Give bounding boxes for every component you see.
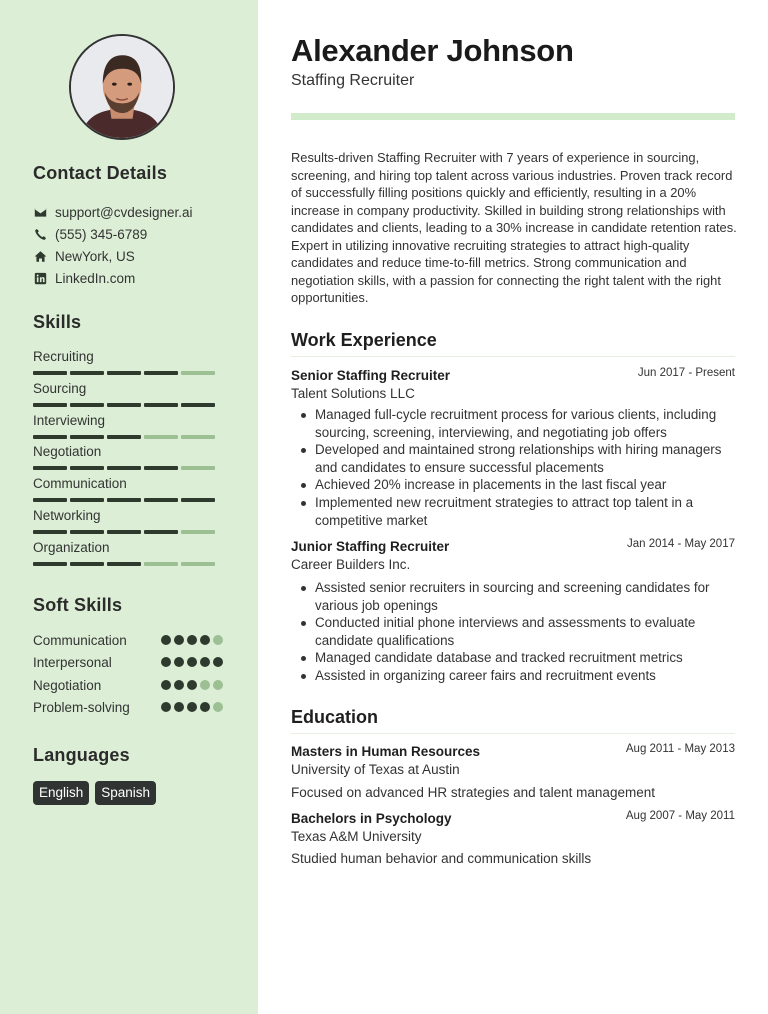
skill-segment-filled [144, 371, 178, 375]
rating-dot-empty [200, 680, 210, 690]
languages-heading: Languages [33, 745, 130, 765]
contact-phone[interactable] [33, 225, 147, 243]
skill-segment-filled [70, 562, 104, 566]
skill-segment-filled [33, 403, 67, 407]
skill-segment-filled [33, 498, 67, 502]
degree-dates: Aug 2007 - May 2011 [625, 810, 735, 822]
job-bullet: Developed and maintained strong relationships with hiring managers and candidates to ensure successful placements [291, 441, 731, 476]
skill-level-bar [33, 562, 223, 566]
skill-name: Interviewing [33, 413, 106, 428]
school-name: University of Texas at Austin [291, 762, 460, 777]
job-title: Junior Staffing Recruiter [291, 539, 450, 554]
contact-location-text: NewYork, US [55, 248, 135, 264]
skill-segment-empty [181, 371, 215, 375]
soft-skills-heading: Soft Skills [33, 595, 123, 615]
rating-dot-filled [187, 657, 197, 667]
contact-email[interactable] [33, 203, 193, 221]
job-bullets [291, 579, 731, 685]
skill-segment-empty [181, 562, 215, 566]
soft-skill-name: Interpersonal [33, 654, 112, 670]
job-bullet: Assisted in organizing career fairs and recruitment events [291, 667, 731, 685]
soft-skill-rating [161, 635, 223, 645]
contact-phone-text: (555) 345-6789 [55, 226, 148, 242]
skill-item [33, 413, 223, 439]
job-bullets [291, 406, 731, 529]
section-divider [291, 356, 735, 357]
rating-dot-filled [161, 635, 171, 645]
skill-segment-filled [70, 403, 104, 407]
soft-skill-rating [161, 657, 223, 667]
skill-level-bar [33, 530, 223, 534]
skill-segment-filled [33, 435, 67, 439]
skill-item [33, 444, 223, 470]
contact-heading: Contact Details [33, 163, 168, 183]
skill-name: Negotiation [33, 444, 102, 459]
school-name: Texas A&M University [291, 829, 422, 844]
skill-segment-filled [107, 562, 141, 566]
degree-description: Focused on advanced HR strategies and talent management [291, 785, 655, 800]
skill-segment-empty [181, 435, 215, 439]
skill-segment-filled [181, 498, 215, 502]
candidate-name: Alexander Johnson [291, 33, 574, 68]
skill-segment-filled [33, 466, 67, 470]
skill-name: Networking [33, 508, 101, 523]
skill-name: Sourcing [33, 381, 87, 396]
job-dates: Jan 2014 - May 2017 [626, 538, 735, 550]
skill-segment-filled [33, 562, 67, 566]
rating-dot-empty [213, 680, 223, 690]
skill-segment-filled [33, 371, 67, 375]
degree-dates: Aug 2011 - May 2013 [625, 743, 735, 755]
language-badge: English [33, 781, 89, 805]
skill-item [33, 381, 223, 407]
header-accent-bar [291, 113, 735, 120]
skill-segment-filled [181, 403, 215, 407]
rating-dot-empty [213, 635, 223, 645]
skill-segment-filled [107, 435, 141, 439]
soft-skill-name: Communication [33, 632, 127, 648]
skill-item [33, 540, 223, 566]
rating-dot-filled [174, 680, 184, 690]
rating-dot-filled [187, 680, 197, 690]
skill-segment-filled [70, 466, 104, 470]
degree-title: Bachelors in Psychology [291, 811, 452, 826]
soft-skill-item [33, 698, 223, 716]
contact-linkedin[interactable] [33, 269, 135, 287]
job-bullet: Implemented new recruitment strategies to attract top talent in a competitive market [291, 494, 731, 529]
skill-item [33, 508, 223, 534]
languages-list [33, 781, 156, 805]
skill-segment-filled [144, 498, 178, 502]
profile-photo [71, 36, 173, 138]
soft-skill-item [33, 653, 223, 671]
skill-segment-filled [107, 530, 141, 534]
soft-skill-name: Negotiation [33, 677, 102, 693]
skill-item [33, 349, 223, 375]
job-bullet: Achieved 20% increase in placements in the last fiscal year [291, 476, 731, 494]
rating-dot-filled [161, 657, 171, 667]
skill-segment-filled [70, 530, 104, 534]
job-company: Talent Solutions LLC [291, 386, 415, 401]
contact-location [33, 247, 135, 265]
skill-name: Organization [33, 540, 110, 555]
language-badge: Spanish [95, 781, 156, 805]
rating-dot-filled [174, 702, 184, 712]
skill-segment-filled [107, 466, 141, 470]
skill-segment-empty [181, 530, 215, 534]
education-heading: Education [291, 707, 379, 727]
skill-segment-filled [70, 498, 104, 502]
rating-dot-filled [161, 680, 171, 690]
skill-segment-filled [144, 403, 178, 407]
rating-dot-filled [200, 657, 210, 667]
rating-dot-filled [174, 657, 184, 667]
skill-item [33, 476, 223, 502]
work-heading: Work Experience [291, 330, 437, 350]
soft-skill-item [33, 631, 223, 649]
rating-dot-filled [213, 657, 223, 667]
skills-heading: Skills [33, 312, 82, 332]
candidate-title: Staffing Recruiter [291, 72, 415, 89]
job-bullet: Assisted senior recruiters in sourcing and screening candidates for various job openings [291, 579, 731, 614]
linkedin-icon [33, 271, 47, 285]
job-title: Senior Staffing Recruiter [291, 368, 451, 383]
summary-paragraph: Results-driven Staffing Recruiter with 7 years of experience in sourcing, screening, and hiring top talent across various industries. Proven track record of successfully filling positions quickly and efficiently, resulting in a 20% increase in company productivity. Skilled in building strong relationships with candidates and clients, leading to a 30% increase in candidate retention rates. Expert in utilizing innovative recruiting strategies to attract high-quality candidates and reduce time-to-fill metrics. Strong communication and negotiation skills, with a passion for connecting the right talent with the right opportunities. [291, 150, 737, 305]
soft-skill-name: Problem-solving [33, 699, 130, 715]
skill-name: Communication [33, 476, 127, 491]
skill-level-bar [33, 466, 223, 470]
skill-segment-filled [70, 371, 104, 375]
degree-description: Studied human behavior and communication skills [291, 851, 592, 866]
soft-skill-rating [161, 702, 223, 712]
degree-title: Masters in Human Resources [291, 744, 481, 759]
soft-skill-item [33, 676, 223, 694]
skill-segment-empty [144, 562, 178, 566]
rating-dot-filled [187, 702, 197, 712]
envelope-icon [33, 205, 47, 219]
skill-level-bar [33, 435, 223, 439]
skill-segment-filled [144, 466, 178, 470]
job-company: Career Builders Inc. [291, 557, 411, 572]
skill-level-bar [33, 498, 223, 502]
skill-segment-empty [144, 435, 178, 439]
skill-segment-filled [107, 403, 141, 407]
skill-segment-filled [107, 371, 141, 375]
sidebar [0, 0, 258, 1014]
rating-dot-empty [213, 702, 223, 712]
home-icon [33, 249, 47, 263]
skill-segment-empty [181, 466, 215, 470]
skill-name: Recruiting [33, 349, 94, 364]
rating-dot-filled [200, 635, 210, 645]
job-bullet: Conducted initial phone interviews and assessments to evaluate candidate qualifications [291, 614, 731, 649]
skill-segment-filled [33, 530, 67, 534]
phone-icon [33, 227, 47, 241]
contact-email-text: support@cvdesigner.ai [55, 204, 193, 220]
skill-segment-filled [70, 435, 104, 439]
rating-dot-filled [187, 635, 197, 645]
job-bullet: Managed candidate database and tracked recruitment metrics [291, 649, 731, 667]
soft-skill-rating [161, 680, 223, 690]
section-divider [291, 733, 735, 734]
skill-level-bar [33, 371, 223, 375]
main-content [258, 0, 768, 1014]
rating-dot-filled [174, 635, 184, 645]
skill-level-bar [33, 403, 223, 407]
rating-dot-filled [200, 702, 210, 712]
contact-linkedin-text: LinkedIn.com [55, 270, 136, 286]
skill-segment-filled [144, 530, 178, 534]
skill-segment-filled [107, 498, 141, 502]
rating-dot-filled [161, 702, 171, 712]
job-dates: Jun 2017 - Present [637, 367, 735, 379]
avatar [69, 34, 175, 140]
job-bullet: Managed full-cycle recruitment process for various clients, including sourcing, screening, interviewing, and negotiating job offers [291, 406, 731, 441]
